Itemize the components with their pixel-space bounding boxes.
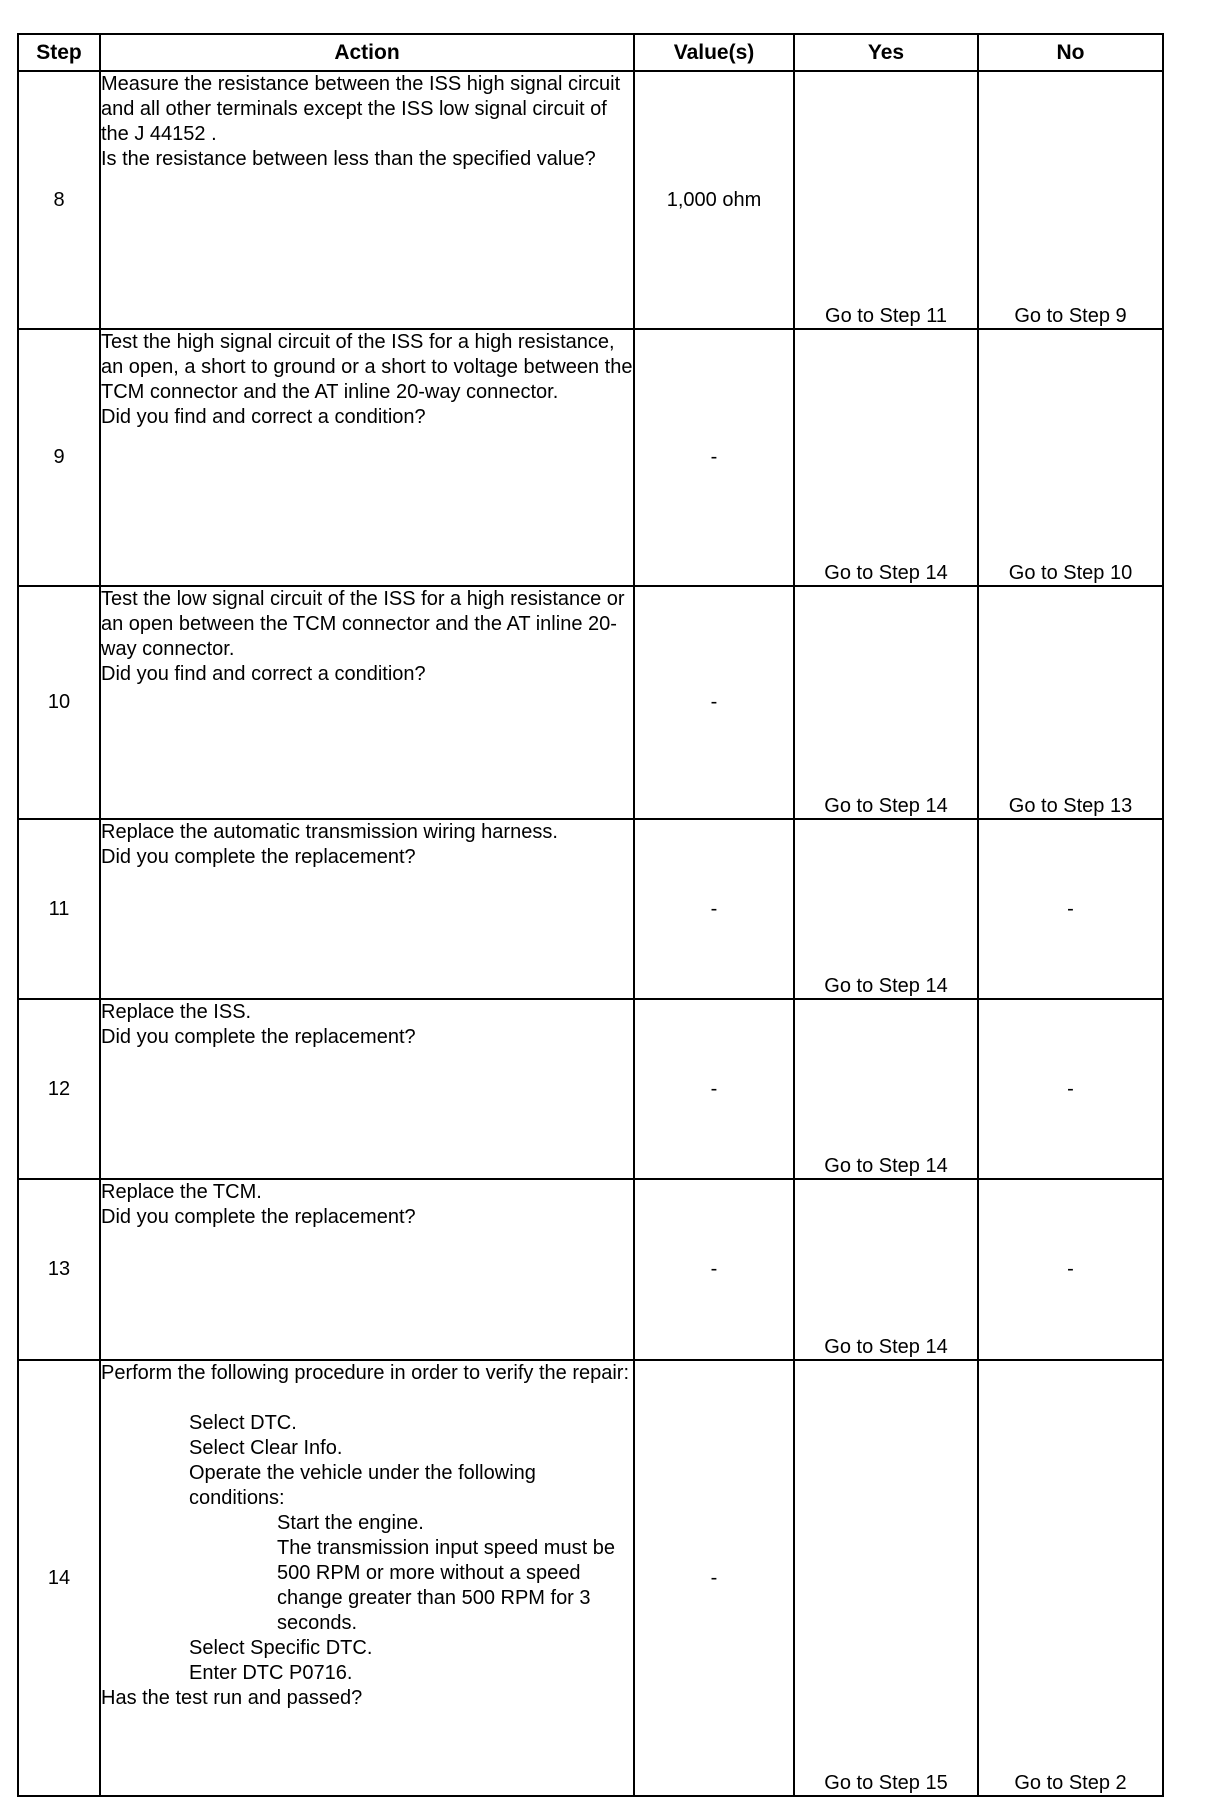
yes-cell: Go to Step 14 xyxy=(794,586,978,819)
action-cell xyxy=(100,329,634,586)
action-cell xyxy=(100,999,634,1179)
procedure-step: Select Specific DTC. xyxy=(189,1637,373,1659)
action-text: Replace the ISS. xyxy=(101,1001,252,1023)
procedure-substep: The transmission input speed must be 500 RPM or more without a speed change greater than 500 RPM for 3 seconds. xyxy=(277,1537,615,1634)
action-question: Has the test run and passed? xyxy=(101,1687,363,1709)
action-cell xyxy=(100,1360,634,1796)
action-cell xyxy=(100,71,634,329)
value-cell: - xyxy=(634,819,794,999)
no-cell: Go to Step 2 xyxy=(978,1360,1163,1796)
table-row xyxy=(18,586,1163,819)
yes-cell: Go to Step 14 xyxy=(794,329,978,586)
diagnostic-table xyxy=(17,33,1164,1797)
yes-cell: Go to Step 14 xyxy=(794,1179,978,1360)
value-cell: - xyxy=(634,329,794,586)
no-cell: - xyxy=(978,819,1163,999)
header-no: No xyxy=(978,34,1163,71)
yes-cell: Go to Step 14 xyxy=(794,819,978,999)
action-text: Replace the TCM. xyxy=(101,1181,262,1203)
action-question: Is the resistance between less than the specified value? xyxy=(101,148,596,170)
table-row xyxy=(18,999,1163,1179)
action-text: Perform the following procedure in order to verify the repair: xyxy=(101,1362,630,1384)
header-action: Action xyxy=(100,34,634,71)
action-text: Test the low signal circuit of the ISS for a high resistance or an open between the TCM connector and the AT inline 20-way connector. xyxy=(101,588,625,660)
table-row xyxy=(18,1360,1163,1796)
procedure-step: Enter DTC P0716. xyxy=(189,1662,353,1684)
value-cell: - xyxy=(634,999,794,1179)
step-number: 11 xyxy=(18,819,100,999)
no-cell: - xyxy=(978,1179,1163,1360)
value-cell: - xyxy=(634,586,794,819)
action-question: Did you complete the replacement? xyxy=(101,1026,416,1048)
action-question: Did you find and correct a condition? xyxy=(101,663,426,685)
action-question: Did you find and correct a condition? xyxy=(101,406,426,428)
action-cell xyxy=(100,586,634,819)
action-cell xyxy=(100,819,634,999)
yes-cell: Go to Step 14 xyxy=(794,999,978,1179)
procedure-step: Select DTC. xyxy=(189,1412,297,1434)
action-question: Did you complete the replacement? xyxy=(101,846,416,868)
step-number: 12 xyxy=(18,999,100,1179)
table-row xyxy=(18,71,1163,329)
step-number: 9 xyxy=(18,329,100,586)
header-row xyxy=(18,34,1163,71)
step-number: 8 xyxy=(18,71,100,329)
no-cell: - xyxy=(978,999,1163,1179)
header-step: Step xyxy=(18,34,100,71)
action-text: Test the high signal circuit of the ISS for a high resistance, an open, a short to ground or a short to voltage between the TCM connector and the AT inline 20-way connector. xyxy=(101,331,633,403)
step-number: 14 xyxy=(18,1360,100,1796)
action-question: Did you complete the replacement? xyxy=(101,1206,416,1228)
procedure-step: Operate the vehicle under the following conditions: xyxy=(189,1462,536,1509)
procedure-step: Select Clear Info. xyxy=(189,1437,343,1459)
value-cell: - xyxy=(634,1179,794,1360)
header-yes: Yes xyxy=(794,34,978,71)
table-row xyxy=(18,1179,1163,1360)
no-cell: Go to Step 13 xyxy=(978,586,1163,819)
yes-cell: Go to Step 11 xyxy=(794,71,978,329)
action-text: Measure the resistance between the ISS high signal circuit and all other terminals except the ISS low signal circuit of the J 44152 . xyxy=(101,73,621,145)
step-number: 13 xyxy=(18,1179,100,1360)
no-cell: Go to Step 9 xyxy=(978,71,1163,329)
procedure-list xyxy=(101,1411,633,1686)
no-cell: Go to Step 10 xyxy=(978,329,1163,586)
step-number: 10 xyxy=(18,586,100,819)
yes-cell: Go to Step 15 xyxy=(794,1360,978,1796)
value-cell: - xyxy=(634,1360,794,1796)
header-values: Value(s) xyxy=(634,34,794,71)
action-cell xyxy=(100,1179,634,1360)
procedure-substep: Start the engine. xyxy=(277,1512,424,1534)
action-text: Replace the automatic transmission wiring harness. xyxy=(101,821,558,843)
table-row xyxy=(18,329,1163,586)
value-cell: 1,000 ohm xyxy=(634,71,794,329)
table-row xyxy=(18,819,1163,999)
